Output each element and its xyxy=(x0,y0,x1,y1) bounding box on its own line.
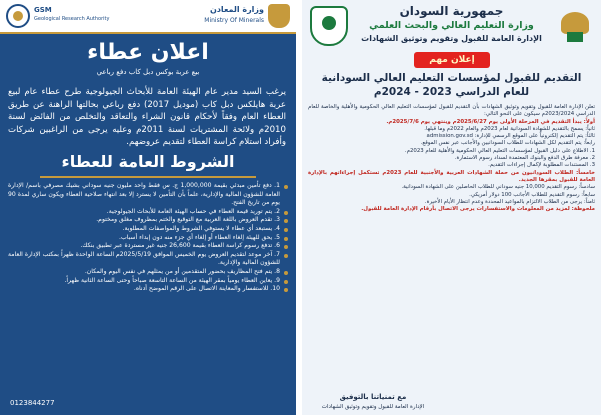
gsm-logo-icon xyxy=(6,4,110,30)
ministry-logo xyxy=(180,4,290,30)
ad-title: اعلان عطاء xyxy=(87,40,209,65)
terms-title: الشروط العامة للعطاء xyxy=(61,152,235,171)
important-banner: إعلان مهم xyxy=(414,52,490,68)
ministry-emblem-icon xyxy=(268,4,290,28)
sudan-emblem-icon xyxy=(555,6,595,46)
term-item: 6. تدفع رسوم كراسة العطاء بقيمة 26,600 جنيه غير مستردة عبر تطبيق بنكك. xyxy=(8,242,288,251)
notice-paragraph: ثالثاً: يتم التقديم إلكترونياً على الموقع الرسمي للإدارة: admission.gov.sd xyxy=(426,133,595,140)
contact-phone: 0123844277 xyxy=(10,399,55,407)
notice-paragraph: خامساً: الطلاب السودانيون من حملة الشهادات العربية والأجنبية للعام 2023م تستكمل إجراءاتهم بالإدارة العامة للقبول بمقرها الجديد. xyxy=(308,169,595,183)
gsm-english-name: Geological Research Authority xyxy=(34,16,110,22)
ad-subtitle: بيع عربة بوكس دبل كاب دفع رباعي xyxy=(96,68,200,76)
admission-notice-panel xyxy=(302,0,601,415)
ad-intro-text: يرغب السيد مدير عام الهيئة العامة للأبحاث الجيولوجية طرح عطاء عام لبيع عربة هايلكس دبل كاب (موديل 2017) دفع رباعي بحالتها الراهنة عن طريق العطاء العام وفقاً لأحكام قانون الشراء والتعاقد والتخلص من الفائض لسنة 2010م ولائحة المشتريات لسنة 2011م وعليه يرجى من الراغبين شركات وأفراد استلام كراسة العطاء لتقديم عروضهم. xyxy=(8,87,286,147)
tender-ad-panel xyxy=(0,0,296,415)
term-item: 1. دفع تأمين مبدئي بقيمة 1,000,000 ج. س فقط واحد مليون جنيه سوداني بشيك مصرفي باسم/ الإدارة العامة للشؤون المالية والإدارية، علماً بأن التأمين لا يسترد إلا بعد انتهاء صلاحية العطاء ويكون ساري لمدة 90 يوم من تاريخ الفتح. xyxy=(8,182,288,208)
notice-paragraph: ثانياً: يسمح بالتقديم للشهادة السودانية لعام 2023م والعام 2022م وما قبلها. xyxy=(424,125,595,132)
signature-line: مع تمنياتنا بالتوفيق xyxy=(339,393,407,401)
notice-body xyxy=(308,104,595,213)
notice-paragraph: سادساً: رسوم التقديم 10,000 جنيه سوداني للطلاب الحاصلين على الشهادة السودانية. xyxy=(401,184,595,191)
terms-divider xyxy=(40,176,256,178)
gsm-name: GSM xyxy=(34,6,52,14)
term-item: 4. يستبعد أي عطاء لا يستوفي الشروط والمواصفات المطلوبة. xyxy=(8,225,288,234)
ministry-name-ar: وزارة المعادن xyxy=(210,5,264,14)
notice-paragraph: سابعاً: رسوم التقديم للطلاب الأجانب 100 دولار أمريكي. xyxy=(469,191,595,198)
term-item: 3. تقدم العروض باللغة العربية مع التوقيع والختم بمظروف مغلق ومختوم. xyxy=(8,216,288,225)
ministry-header: وزارة التعليم العالي والبحث العلمي xyxy=(369,20,534,31)
notice-paragraph: أولاً: يبدأ التقديم في المرحلة الأولى يوم 2025/6/27م وينتهي يوم 2025/7/6م. xyxy=(386,118,595,125)
notice-paragraph: 2. معرفة طرق الدفع والبنوك المعتمدة لسداد رسوم الاستمارة. xyxy=(454,155,595,162)
notice-paragraph: تعلن الإدارة العامة للقبول وتقويم وتوثيق الشهادات بأن التقديم للقبول لمؤسسات التعليم العالي الحكومية والأهلية والخاصة للعام الدراسي 2023/2024م سيكون على النحو التالي: xyxy=(308,104,595,118)
ad-header-bar xyxy=(0,0,296,34)
notice-paragraph: 3. المستندات المطلوبة لإكمال إجراءات التقديم. xyxy=(488,162,595,169)
notice-paragraph: ثامناً: يرجى من الطلاب الالتزام بالمواعيد المحددة وعدم انتظار الأيام الأخيرة. xyxy=(424,198,595,205)
term-item: 2. يتم توريد قيمة العطاء في حساب الهيئة العامة للأبحاث الجيولوجية. xyxy=(8,208,288,217)
term-item: 9. يعاين العطاء يومياً بمقر الهيئة من الساعة التاسعة صباحاً وحتى الساعة الثانية ظهراً. xyxy=(8,277,288,286)
notice-paragraph: 1. الاطلاع على دليل القبول لمؤسسات التعليم العالي الحكومية والأهلية للعام 2023م. xyxy=(404,147,595,154)
directorate-header: الإدارة العامة للقبول وتقويم وتوثيق الشهادات xyxy=(361,34,542,43)
term-item: 7. آخر موعد لتقديم العروض يوم الخميس الموافق 2025/5/19م الساعة الواحدة ظهراً بمكتب الإدارة العامة للشؤون المالية والإدارية. xyxy=(8,251,288,268)
country-header: جمهورية السودان xyxy=(399,4,504,18)
signature-authority: الإدارة العامة للقبول وتقويم وتوثيق الشهادات xyxy=(321,404,425,410)
notice-paragraph: رابعاً: يتم التقديم لكل الشهادات للطلاب السودانيين والأجانب عبر نفس الموقع. xyxy=(420,140,595,147)
term-item: 8. يتم فتح المظاريف بحضور المتقدمين أو من يمثلهم في نفس اليوم والمكان. xyxy=(8,268,288,277)
terms-list xyxy=(8,182,288,294)
ministry-name-en: Ministry Of Minerals xyxy=(204,17,264,24)
notice-paragraph: ملحوظة: لمزيد من المعلومات والاستفسارات يرجى الاتصال بأرقام الإدارة العامة للقبول. xyxy=(361,206,595,213)
admission-logo-icon xyxy=(310,6,348,46)
term-item: 5. يحق للهيئة إلغاء العطاء أو إلغاء أي جزء منه دون إبداء أسباب. xyxy=(8,234,288,243)
term-item: 10. للاستفسار والمعاينة الاتصال على الرقم الموضح أدناه. xyxy=(8,285,288,294)
notice-year: للعام الدراسي 2023 - 2024م xyxy=(373,86,530,98)
notice-title: التقديم للقبول لمؤسسات التعليم العالي السودانية xyxy=(321,72,582,84)
